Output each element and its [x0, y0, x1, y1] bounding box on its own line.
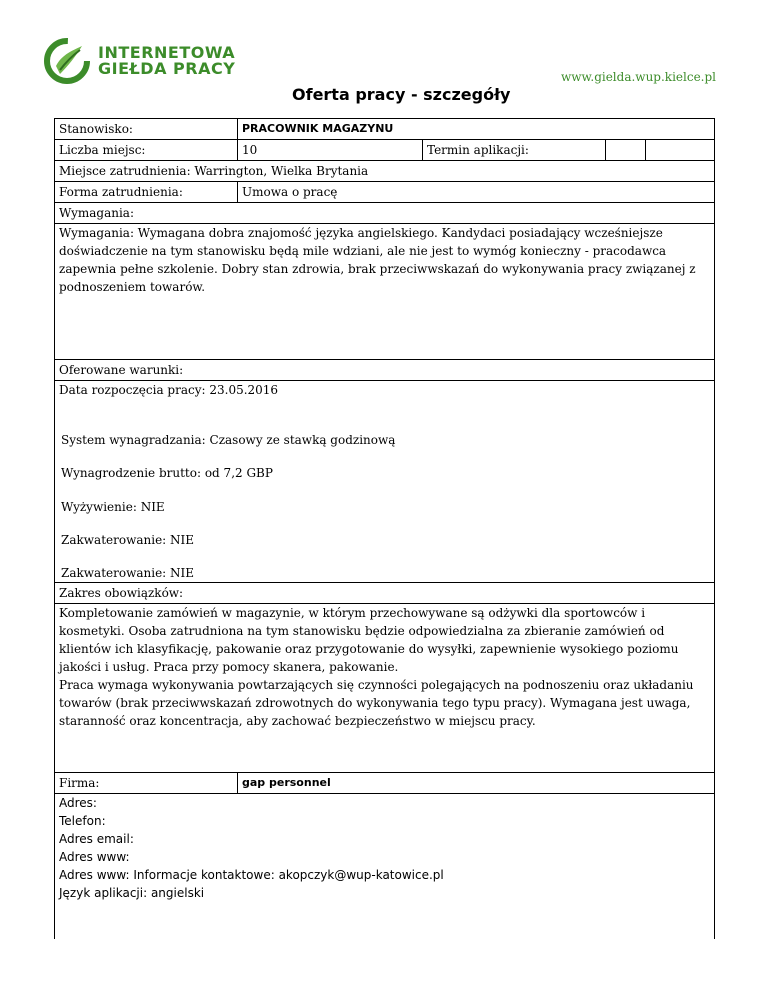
places-value: 10 — [238, 140, 423, 160]
conditions-label: Oferowane warunki: — [59, 363, 184, 377]
offer-form — [54, 118, 715, 939]
duties-text — [55, 604, 714, 773]
deadline-value — [606, 140, 646, 160]
position-row — [55, 119, 714, 140]
company-row — [55, 773, 714, 794]
accommodation-1: Zakwaterowanie: NIE — [61, 533, 195, 547]
employment-row — [55, 182, 714, 203]
requirements-label: Wymagania: — [59, 206, 134, 220]
duties-paragraph-2: Praca wymaga wykonywania powtarzających się czynności polegających na podnoszeniu oraz układaniu towarów (brak przeciwwskazań zdrowotnych do wykonywania tego typu pracy). Wymagana jest uwaga, staranność oraz koncentracja, aby zachować bezpieczeństwo w miejscu pracy. — [59, 678, 694, 728]
logo-line1: INTERNETOWA — [98, 43, 236, 62]
duties-paragraph-1: Kompletowanie zamówień w magazynie, w którym przechowywane są odżywki dla sportowców i kosmetyki. Osoba zatrudniona na tym stanowisku będzie odpowiedzialna za zbieranie zamówień od klientów ich klasyfikację, pakowanie oraz przygotowanie do wysyłki, zapewnienie wysokiego poziomu jakości i usług. Praca przy pomocy skanera, pakowanie. — [59, 606, 679, 674]
location-text: Miejsce zatrudnienia: Warrington, Wielka Brytania — [59, 164, 369, 178]
logo — [42, 36, 242, 86]
page-title: Oferta pracy - szczegóły — [292, 85, 511, 104]
duties-label: Zakres obowiązków: — [59, 586, 184, 600]
employment-value: Umowa o pracę — [242, 185, 338, 199]
company-phone: Telefon: — [59, 814, 106, 828]
requirements-header — [55, 203, 714, 224]
company-www: Adres www: — [59, 850, 130, 864]
gross-pay: Wynagrodzenie brutto: od 7,2 GBP — [61, 466, 273, 480]
requirements-text: Wymagania: Wymagana dobra znajomość języka angielskiego. Kandydaci posiadający wcześniejsze doświadczenie na tym stanowisku będą mile wdziani, ale nie jest to wymóg konieczny - pracodawca zapewnia pełne szkolenie. Dobry stan zdrowia, brak przeciwwskazań do wykonywania pracy związanej z podnoszeniem towarów. — [55, 224, 714, 360]
deadline-label: Termin aplikacji: — [423, 140, 606, 160]
logo-emblem-icon — [42, 36, 92, 86]
position-value: PRACOWNIK MAGAZYNU — [242, 122, 394, 135]
employment-label: Forma zatrudnienia: — [55, 182, 238, 202]
site-url[interactable]: www.gielda.wup.kielce.pl — [560, 70, 716, 84]
start-date: Data rozpoczęcia pracy: 23.05.2016 — [59, 383, 279, 397]
company-email: Adres email: — [59, 832, 134, 846]
company-name: gap personnel — [242, 776, 331, 789]
pay-system: System wynagradzania: Czasowy ze stawką godzinową — [61, 433, 396, 447]
company-label: Firma: — [55, 773, 238, 793]
conditions-block — [55, 381, 714, 583]
company-contact-block — [55, 794, 714, 939]
logo-line2: GIEŁDA PRACY — [98, 59, 236, 78]
meals: Wyżywienie: NIE — [61, 500, 165, 514]
conditions-header — [55, 360, 714, 381]
deadline-extra — [646, 140, 714, 160]
duties-header — [55, 583, 714, 604]
company-address: Adres: — [59, 796, 97, 810]
places-label: Liczba miejsc: — [55, 140, 238, 160]
company-contact: Adres www: Informacje kontaktowe: akopczyk@wup-katowice.pl — [59, 868, 444, 882]
location-row — [55, 161, 714, 182]
accommodation-2: Zakwaterowanie: NIE — [61, 566, 195, 580]
places-row — [55, 140, 714, 161]
application-language: Język aplikacji: angielski — [59, 886, 205, 900]
position-label: Stanowisko: — [55, 119, 238, 139]
